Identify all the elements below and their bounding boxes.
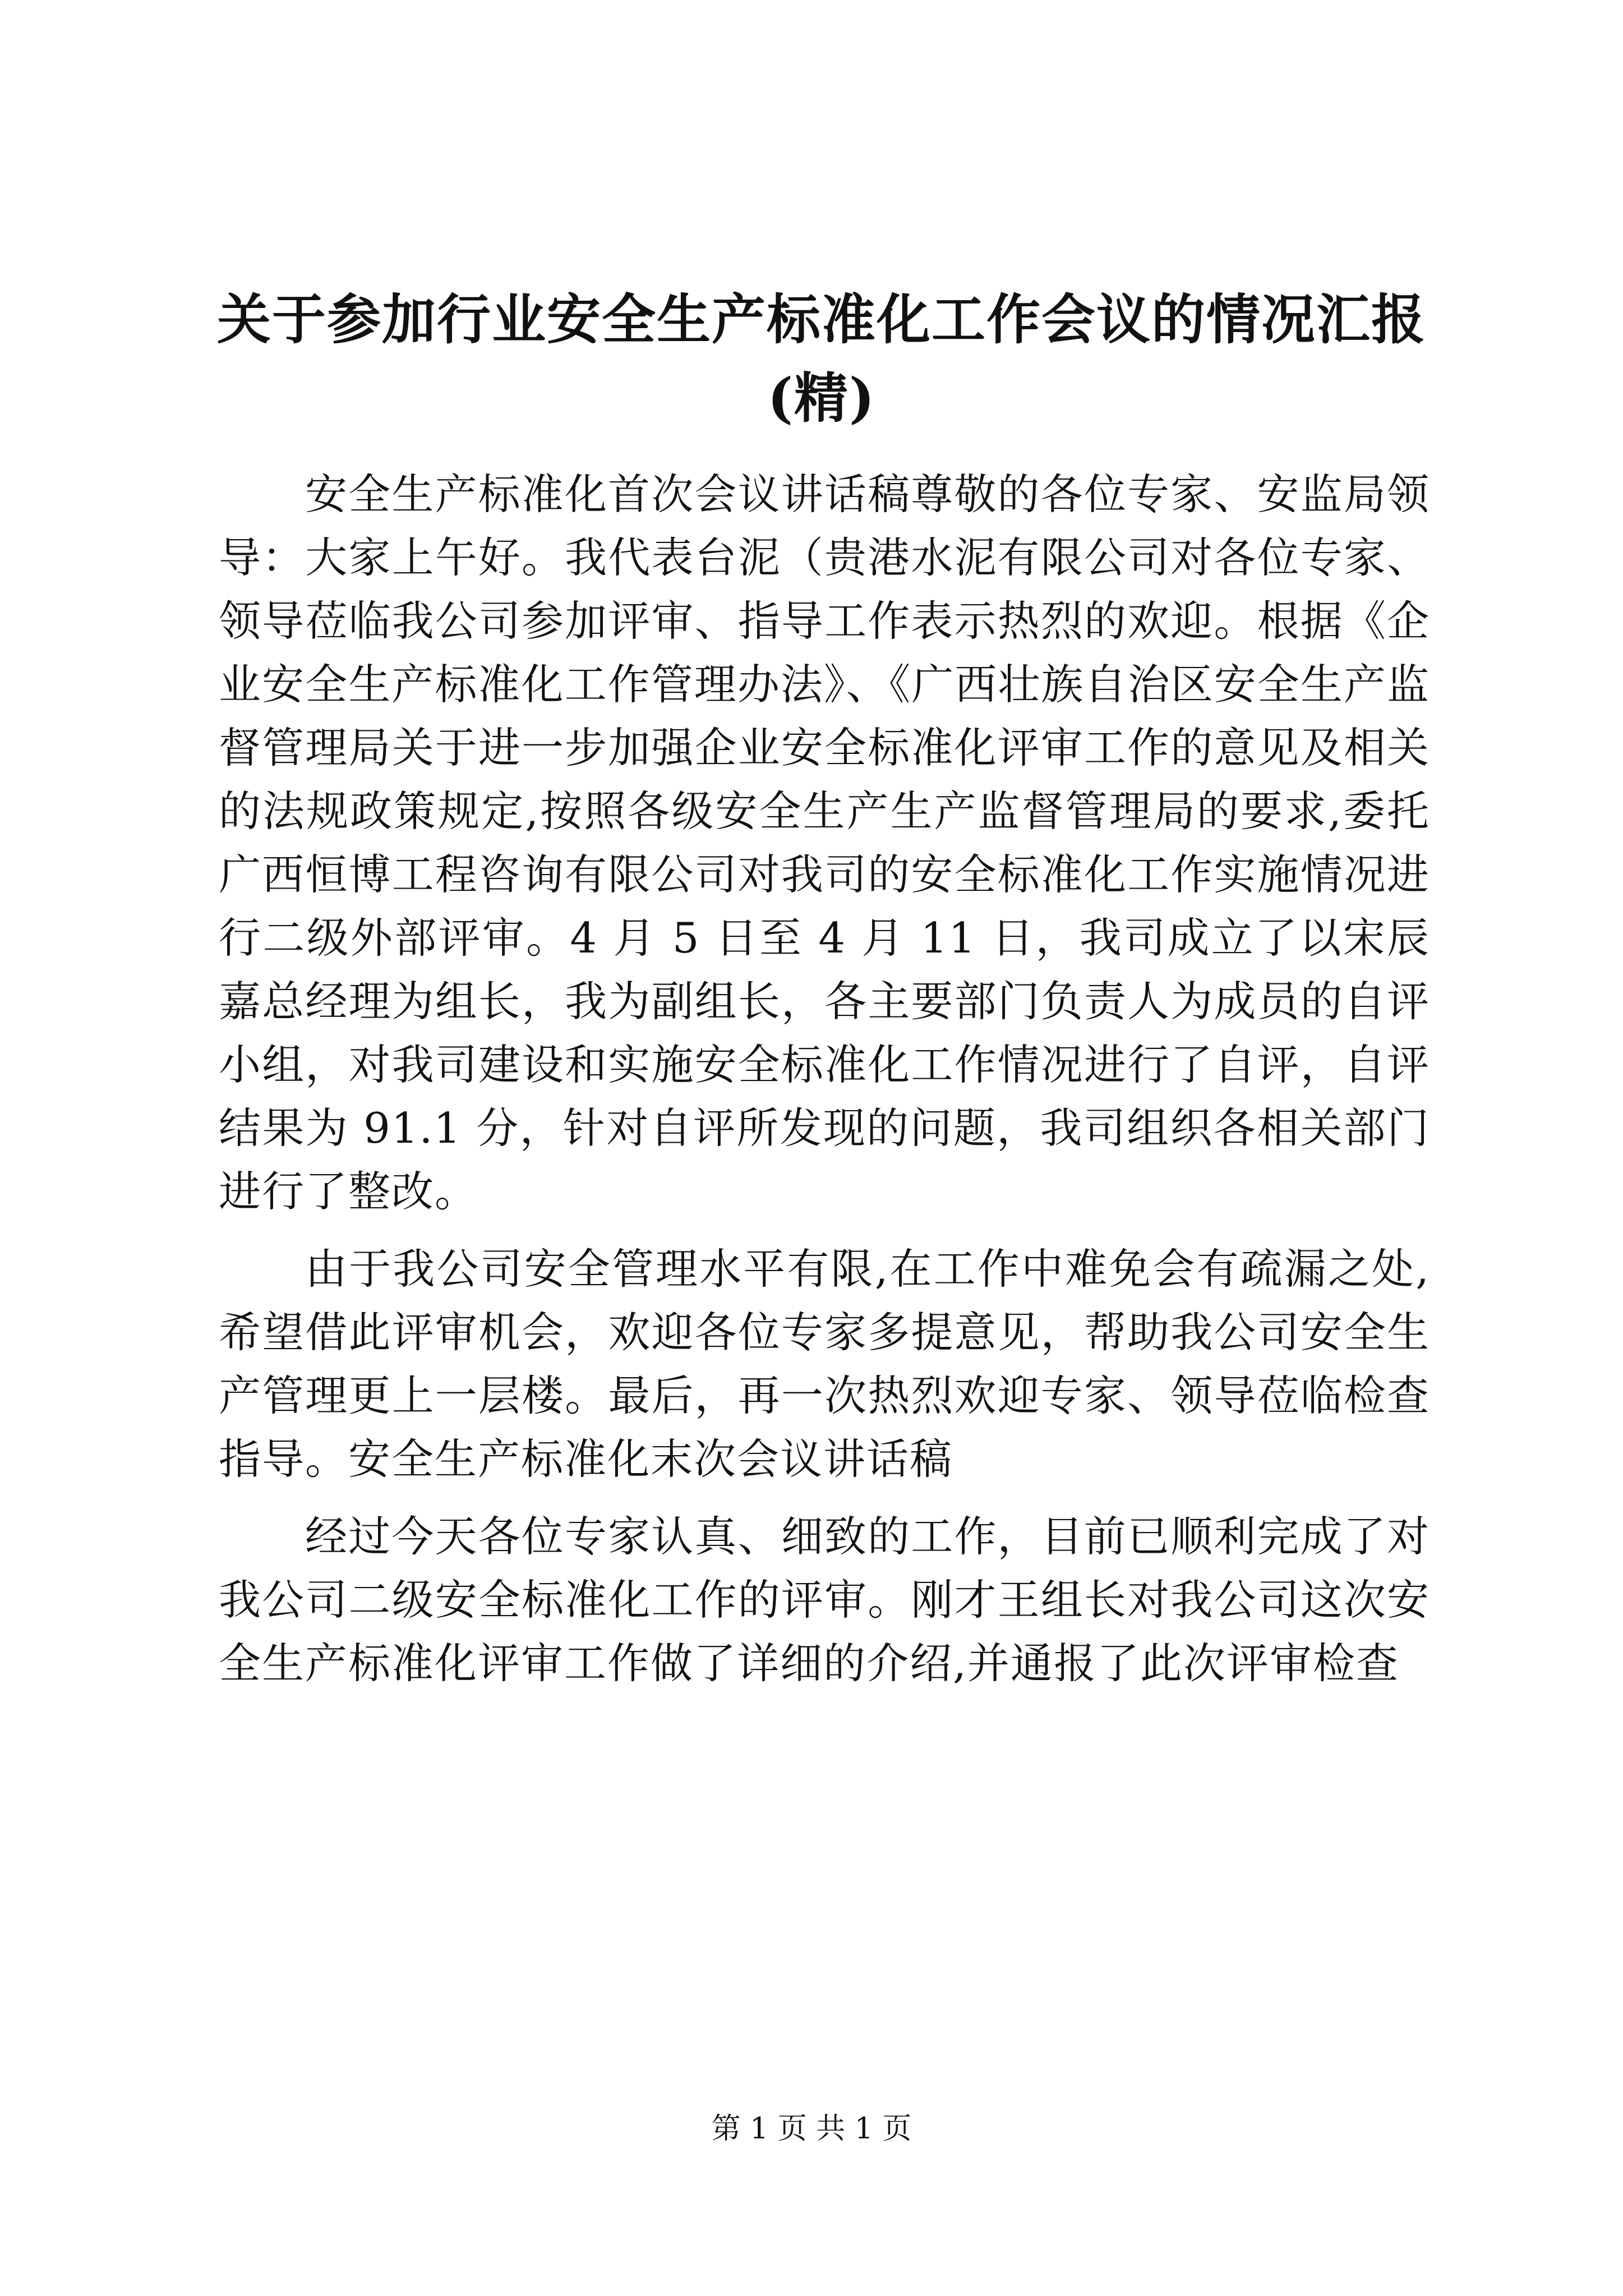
- document-title: 关于参加行业安全生产标准化工作会议的情况汇报(精): [217, 288, 1426, 430]
- paragraph-2: 由于我公司安全管理水平有限,在工作中难免会有疏漏之处,希望借此评审机会，欢迎各位专家多提意见，帮助我公司安全生产管理更上一层楼。最后，再一次热烈欢迎专家、领导莅临检查指导。安全生产标准化末次会议讲话稿: [219, 1244, 1430, 1484]
- paragraph-3: 经过今天各位专家认真、细致的工作，目前已顺利完成了对我公司二级安全标准化工作的评审。刚才王组长对我公司这次安全生产标准化评审工作做了详细的介绍,并通报了此次评审检查: [219, 1512, 1430, 1688]
- paragraph-1: 安全生产标准化首次会议讲话稿尊敬的各位专家、安监局领导：大家上午好。我代表台泥（贵港水泥有限公司对各位专家、领导莅临我公司参加评审、指导工作表示热烈的欢迎。根据《企业安全生产标准化工作管理办法》、《广西壮族自治区安全生产监督管理局关于进一步加强企业安全标准化评审工作的意见及相关的法规政策规定,按照各级安全生产生产监督管理局的要求,委托广西恒博工程咨询有限公司对我司的安全标准化工作实施情况进行二级外部评审。4 月 5 日至 4 月 11 日，我司成立了以宋辰嘉总经理为组长，我为副组长，各主要部门负责人为成员的自评小组，对我司建设和实施安全标准化工作情况进行了自评，自评结果为 91.1 分，针对自评所发现的问题，我司组织各相关部门进行了整改。: [219, 470, 1430, 1216]
- page-footer: 第 1 页 共 1 页: [711, 2112, 912, 2146]
- document-body: [219, 463, 1430, 1709]
